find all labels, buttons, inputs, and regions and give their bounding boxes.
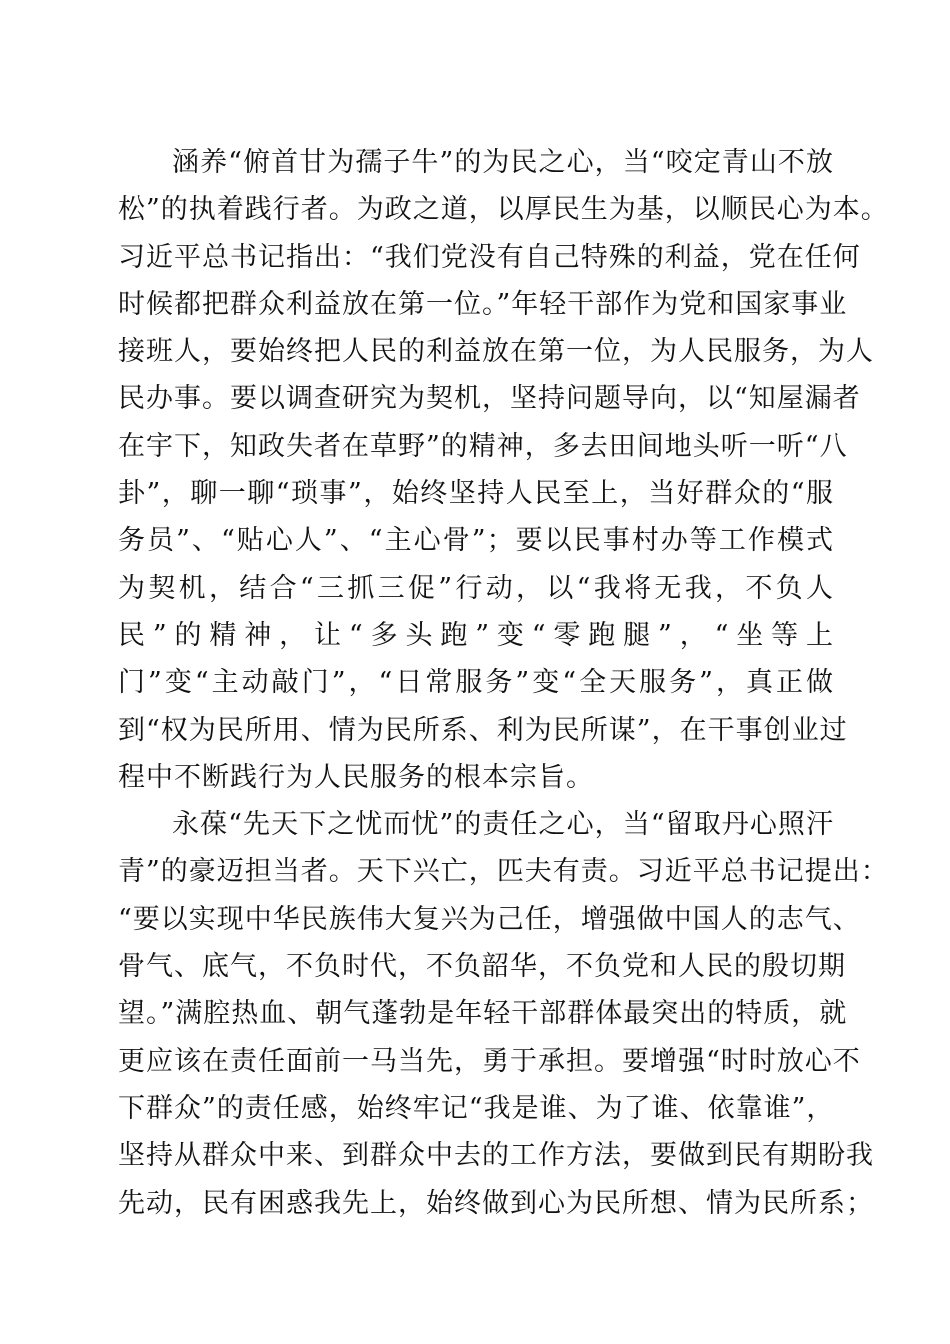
body-text xyxy=(118,139,889,1227)
text-line: 到“权为民所用、情为民所系、利为民所谋”，在干事创业过 xyxy=(118,714,848,746)
text-line: 在宇下，知政失者在草野”的精神，多去田间地头听一听“八 xyxy=(118,430,848,462)
text-line: 松”的执着践行者。为政之道，以厚民生为基，以顺民心为本。 xyxy=(118,194,889,226)
text-line: 民”的精神，让“多头跑”变“零跑腿”，“坐等上 xyxy=(118,619,834,651)
text-line: 青”的豪迈担当者。天下兴亡，匹夫有责。习近平总书记提出： xyxy=(118,856,889,888)
text-line: 门”变“主动敲门”，“日常服务”变“全天服务”，真正做 xyxy=(118,667,834,699)
text-line: 卦”，聊一聊“琐事”，始终坚持人民至上，当好群众的“服 xyxy=(118,478,834,510)
text-line: 下群众”的责任感，始终牢记“我是谁、为了谁、依靠谁”， xyxy=(118,1092,835,1124)
text-line: 先动，民有困惑我先上，始终做到心为民所想、情为民所系； xyxy=(118,1187,874,1219)
text-line: 程中不断践行为人民服务的根本宗旨。 xyxy=(118,761,594,793)
text-line: 接班人，要始终把人民的利益放在第一位，为人民服务，为人 xyxy=(118,336,874,368)
text-line: 涵养“俯首甘为孺子牛”的为民之心，当“咬定青山不放 xyxy=(172,147,834,178)
text-line: 民办事。要以调查研究为契机，坚持问题导向，以“知屋漏者 xyxy=(118,383,861,415)
text-line: 坚持从群众中来、到群众中去的工作方法，要做到民有期盼我 xyxy=(118,1140,874,1172)
text-line: 时候都把群众利益放在第一位。”年轻干部作为党和国家事业 xyxy=(118,288,848,320)
text-line: 习近平总书记指出：“我们党没有自己特殊的利益，党在任何 xyxy=(118,241,861,273)
paragraph-people-heart xyxy=(118,139,889,801)
text-line: 务员”、“贴心人”、“主心骨”；要以民事村办等工作模式 xyxy=(118,525,834,557)
text-line: “要以实现中华民族伟大复兴为己任，增强做中国人的志气、 xyxy=(118,903,861,935)
text-line: 望。”满腔热血、朝气蓬勃是年轻干部群体最突出的特质，就 xyxy=(118,998,848,1030)
text-line: 骨气、底气，不负时代，不负韶华，不负党和人民的殷切期 xyxy=(118,951,846,983)
text-line: 为契机，结合“三抓三促”行动，以“我将无我，不负人 xyxy=(118,572,834,604)
text-line: 永葆“先天下之忧而忧”的责任之心，当“留取丹心照汗 xyxy=(172,809,834,841)
text-line: 更应该在责任面前一马当先，勇于承担。要增强“时时放心不 xyxy=(118,1045,861,1077)
paragraph-responsibility-heart xyxy=(118,801,889,1227)
